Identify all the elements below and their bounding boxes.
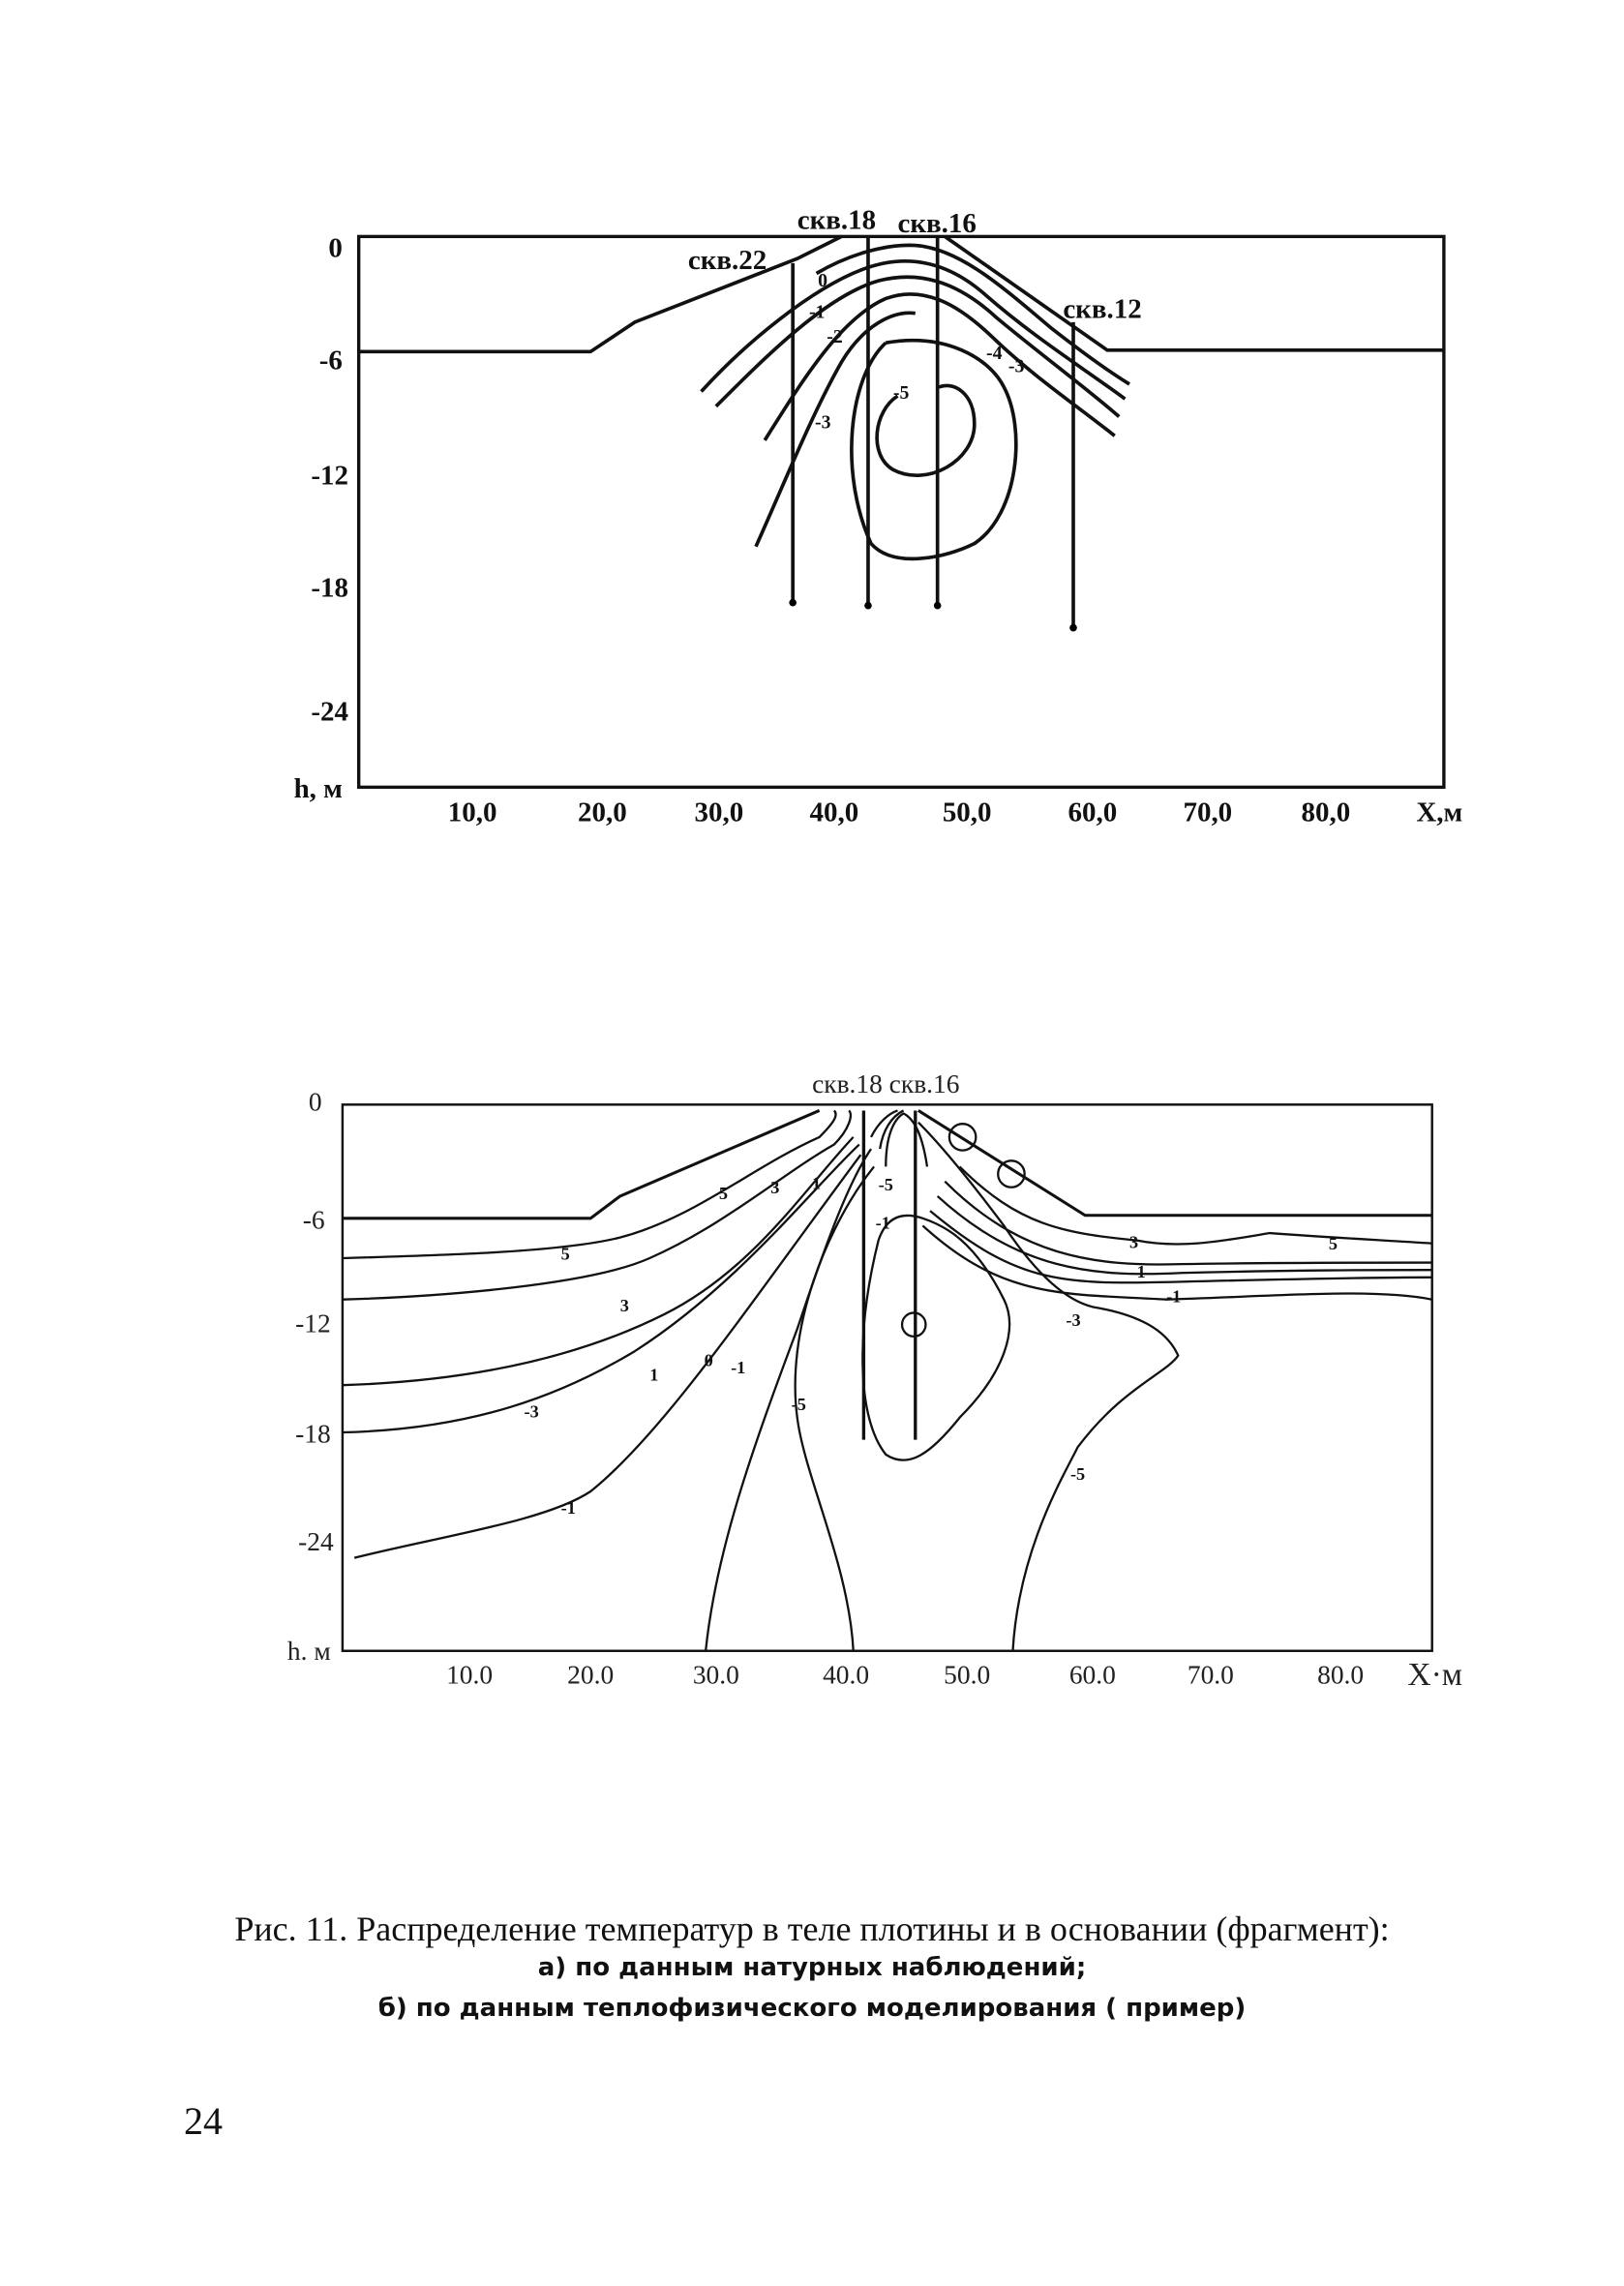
isotherm bbox=[716, 277, 1119, 416]
y-tick-label: -24 bbox=[298, 1527, 334, 1557]
y-tick-label: -18 bbox=[295, 1419, 331, 1449]
contour-label: -1 bbox=[731, 1357, 746, 1377]
chart-b bbox=[287, 1069, 1462, 1693]
contour-label: 5 bbox=[1328, 1233, 1338, 1253]
y-axis-b bbox=[287, 1087, 334, 1665]
y-tick-label: -6 bbox=[302, 1205, 325, 1235]
x-tick-label: 80.0 bbox=[1317, 1660, 1365, 1690]
contour-label: -1 bbox=[1166, 1286, 1182, 1307]
contour-label: -3 bbox=[1066, 1310, 1081, 1331]
isotherm bbox=[706, 1149, 871, 1651]
well-label: скв.22 bbox=[687, 244, 767, 276]
x-axis-b bbox=[446, 1657, 1462, 1693]
x-axis-label: Х,м bbox=[1416, 797, 1463, 828]
contour-label: -5 bbox=[791, 1395, 806, 1415]
y-axis-label: h. м bbox=[286, 1636, 331, 1666]
y-tick-label: 0 bbox=[328, 232, 343, 264]
contour-label: -5 bbox=[878, 1174, 893, 1194]
isotherm bbox=[871, 1110, 927, 1166]
contour-label: -2 bbox=[827, 326, 843, 348]
isotherm-minus-5 bbox=[877, 385, 975, 475]
chart-a bbox=[294, 205, 1463, 828]
x-tick-label: 20,0 bbox=[578, 797, 627, 828]
isotherm bbox=[756, 313, 916, 546]
contour-label: -3 bbox=[524, 1401, 539, 1422]
figure-caption-b: б) по данным теплофизического моделирования ( пример) bbox=[377, 1994, 1247, 2023]
well-bottom-marker bbox=[1069, 624, 1077, 632]
contour-label: 3 bbox=[770, 1177, 780, 1197]
contour-label: -1 bbox=[808, 301, 826, 323]
x-tick-label: 30,0 bbox=[694, 797, 744, 828]
y-tick-label: -6 bbox=[318, 345, 343, 376]
isotherm-minus-4 bbox=[852, 341, 1016, 559]
contour-label: -1 bbox=[875, 1213, 890, 1233]
contour-label: 0 bbox=[704, 1350, 713, 1370]
contour-label: 5 bbox=[718, 1183, 729, 1203]
x-tick-label: 50.0 bbox=[944, 1660, 991, 1690]
x-tick-label: 60,0 bbox=[1068, 797, 1118, 828]
well-bottom-marker bbox=[789, 599, 797, 607]
y-tick-label: -12 bbox=[311, 460, 349, 492]
x-tick-label: 50,0 bbox=[942, 797, 992, 828]
contour-label: 1 bbox=[812, 1173, 822, 1193]
x-tick-label: 10,0 bbox=[447, 797, 497, 828]
isotherm bbox=[702, 261, 1126, 399]
x-axis-label: Х·м bbox=[1407, 1656, 1463, 1693]
isotherm bbox=[343, 1110, 836, 1258]
figure-caption-a: а) по данным натурных наблюдений; bbox=[537, 1953, 1087, 1982]
chart-a-frame bbox=[359, 236, 1444, 787]
x-tick-label: 20.0 bbox=[567, 1660, 615, 1690]
y-tick-label: -24 bbox=[311, 696, 349, 728]
x-tick-label: 80,0 bbox=[1301, 797, 1351, 828]
x-tick-label: 70.0 bbox=[1187, 1660, 1234, 1690]
well-bottom-marker bbox=[934, 602, 942, 610]
page-number: 24 bbox=[184, 2099, 223, 2143]
contour-label: -5 bbox=[892, 382, 910, 405]
isotherm bbox=[918, 1123, 1178, 1651]
isotherm bbox=[343, 1145, 859, 1432]
wells-label: скв.18 скв.16 bbox=[812, 1069, 960, 1099]
well-label: скв.12 bbox=[1063, 293, 1142, 325]
x-tick-label: 30.0 bbox=[692, 1660, 739, 1690]
well-label: скв.16 bbox=[897, 207, 977, 239]
contour-label: 3 bbox=[1128, 1232, 1139, 1252]
contour-label: 5 bbox=[560, 1244, 570, 1264]
contour-label: -3 bbox=[1007, 355, 1025, 377]
x-axis-a bbox=[448, 797, 1462, 827]
figure-caption-title: Рис. 11. Распределение температур в теле плотины и в основании (фрагмент): bbox=[234, 1910, 1390, 1948]
contour-label: -4 bbox=[986, 342, 1003, 364]
well-bottom-marker bbox=[864, 602, 872, 610]
wells bbox=[789, 236, 1076, 631]
contour-label: 3 bbox=[619, 1295, 629, 1315]
contour-label: 1 bbox=[1136, 1261, 1146, 1281]
y-tick-label: -12 bbox=[295, 1308, 331, 1339]
contour-label: -1 bbox=[560, 1497, 576, 1518]
y-tick-label: -18 bbox=[311, 572, 349, 604]
y-axis-a bbox=[294, 233, 348, 804]
contour-label: 0 bbox=[818, 270, 828, 292]
isotherm bbox=[945, 1182, 1431, 1265]
contour-label: -3 bbox=[815, 411, 831, 434]
x-tick-label: 60.0 bbox=[1068, 1660, 1116, 1690]
x-tick-label: 40,0 bbox=[809, 797, 859, 828]
well-label: скв.18 bbox=[797, 204, 877, 236]
x-tick-label: 40.0 bbox=[823, 1660, 870, 1690]
y-axis-label: h, м bbox=[293, 773, 343, 805]
contour-label: -5 bbox=[1069, 1463, 1086, 1484]
contour-label: 1 bbox=[649, 1365, 659, 1385]
isotherm bbox=[960, 1166, 1432, 1244]
x-tick-label: 10.0 bbox=[446, 1660, 494, 1690]
y-tick-label: 0 bbox=[308, 1087, 322, 1117]
x-tick-label: 70,0 bbox=[1183, 797, 1233, 828]
isotherm bbox=[343, 1137, 854, 1385]
isotherms-a bbox=[702, 245, 1129, 558]
